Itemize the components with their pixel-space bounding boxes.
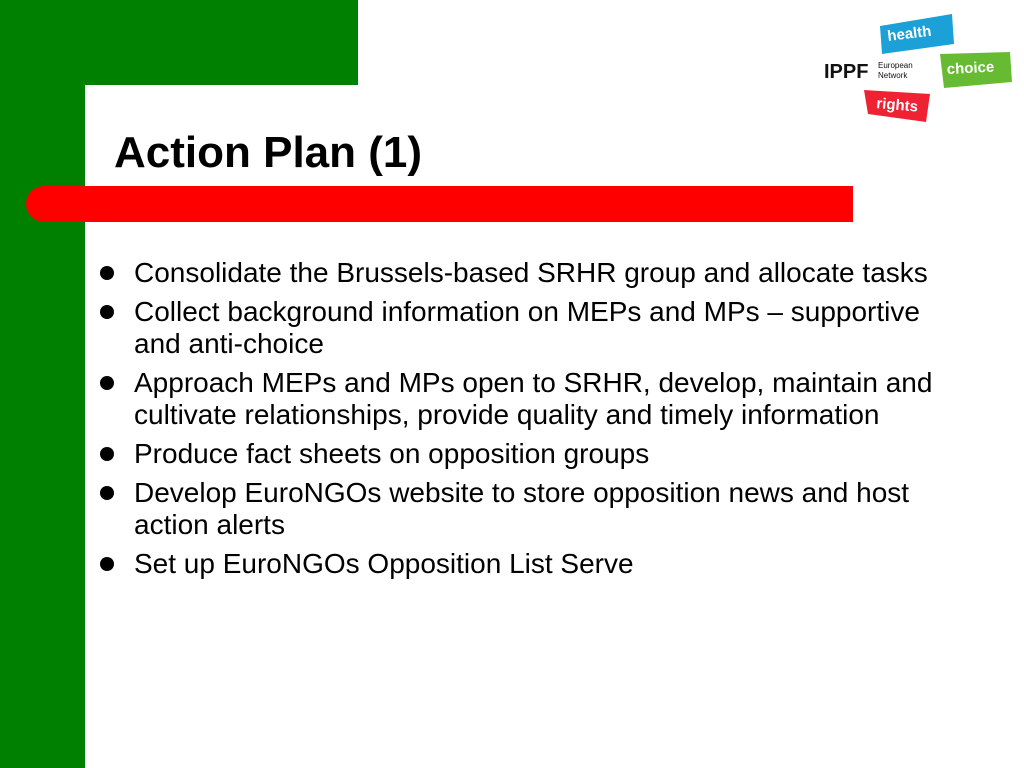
bullet-text: Collect background information on MEPs and MPs – supportive and anti-choice bbox=[134, 296, 920, 359]
bullet-dot-icon bbox=[100, 447, 114, 461]
bullet-text: Approach MEPs and MPs open to SRHR, develop, maintain and cultivate relationships, provide quality and timely information bbox=[134, 367, 933, 430]
logo-network-line1: European bbox=[878, 61, 913, 70]
bullet-dot-icon bbox=[100, 486, 114, 500]
logo-org-name: IPPF bbox=[824, 61, 869, 83]
bullet-item bbox=[96, 438, 956, 470]
bullet-dot-icon bbox=[100, 376, 114, 390]
bullet-text: Consolidate the Brussels-based SRHR group and allocate tasks bbox=[134, 257, 928, 288]
bullet-dot-icon bbox=[100, 557, 114, 571]
ippf-logo bbox=[820, 8, 1020, 124]
top-green-block bbox=[85, 0, 358, 85]
bullet-list bbox=[96, 257, 956, 587]
bullet-item bbox=[96, 296, 956, 360]
logo-choice-text: choice bbox=[946, 58, 995, 78]
bullet-dot-icon bbox=[100, 305, 114, 319]
bullet-text: Develop EuroNGOs website to store opposition news and host action alerts bbox=[134, 477, 910, 540]
left-green-bar bbox=[0, 0, 85, 768]
logo-network-line2: Network bbox=[878, 71, 908, 80]
bullet-text: Set up EuroNGOs Opposition List Serve bbox=[134, 548, 634, 579]
bullet-item bbox=[96, 257, 956, 289]
bullet-dot-icon bbox=[100, 266, 114, 280]
slide-title: Action Plan (1) bbox=[114, 128, 423, 177]
bullet-item bbox=[96, 548, 956, 580]
bullet-item bbox=[96, 367, 956, 431]
title-underline-bar bbox=[26, 186, 853, 222]
logo-rights-text: rights bbox=[875, 95, 919, 116]
bullet-item bbox=[96, 477, 956, 541]
logo-health-text: health bbox=[886, 22, 933, 45]
bullet-text: Produce fact sheets on opposition groups bbox=[134, 438, 650, 469]
